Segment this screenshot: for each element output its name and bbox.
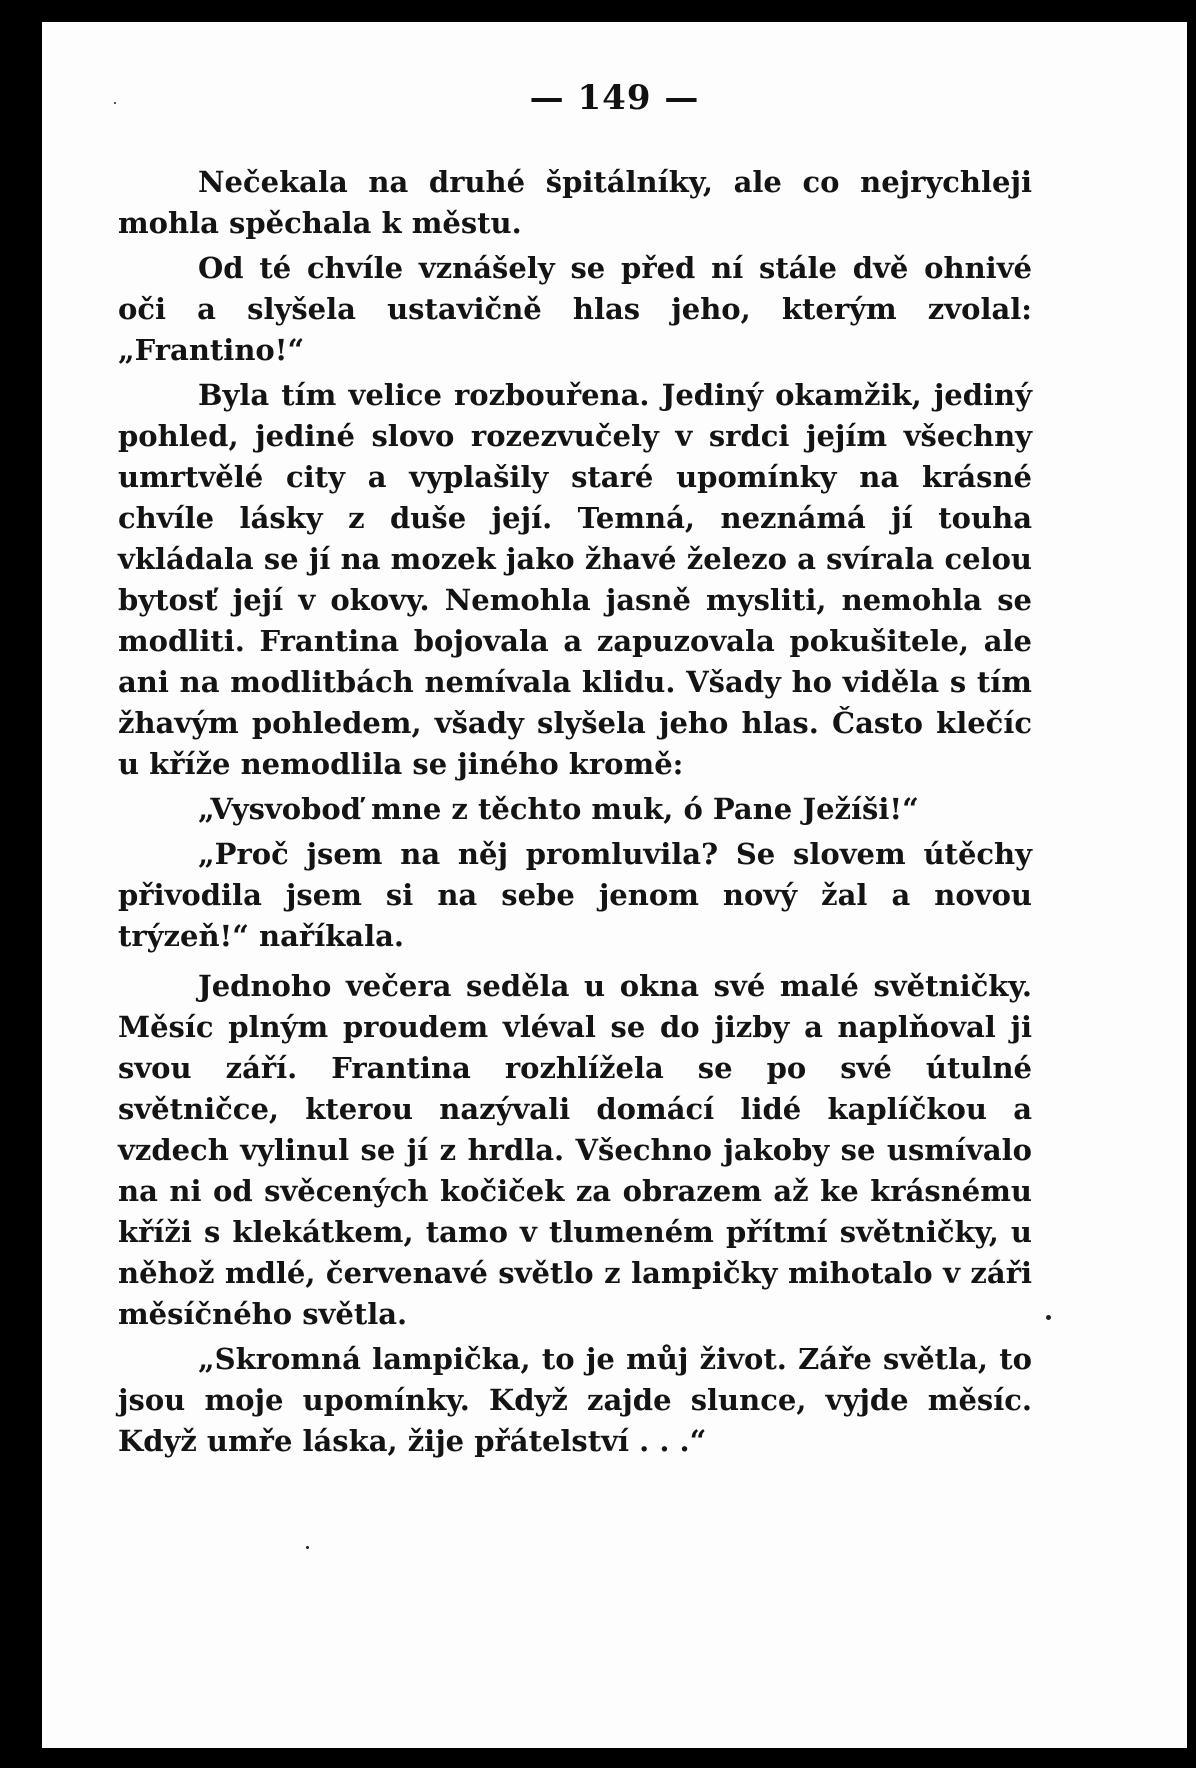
page-sheet: [42, 22, 1187, 1748]
scan-speck: [1046, 1315, 1051, 1320]
paragraph-2: Od té chvíle vznášely se před ní stále dvě ohnivé oči a slyšela ustavičně hlas jeho, kterým zvolal: „Frantino!“: [118, 251, 1032, 367]
paragraph-6: Jednoho večera seděla u okna své malé světničky. Měsíc plným proudem vléval se do jizby a naplňoval ji svou září. Frantina rozhlížela se po své útulné světničce, kterou nazývali domácí lidé kaplíčkou a vzdech vylinul se jí z hrdla. Všechno jakoby se usmívalo na ni od svěcených kočiček za obrazem až ke krásnému kříži s klekátkem, tamo v tlumeném přítmí světničky, u něhož mdlé, červenavé světlo z lampičky mihotalo v záři měsíčného světla.: [118, 969, 1032, 1331]
paragraph-4: „Vysvoboď mne z těchto muk, ó Pane Ježíši!“: [198, 792, 919, 826]
page-number: — 149 —: [529, 78, 700, 118]
scan-speck: [306, 1546, 309, 1549]
body-text: [118, 162, 1032, 1471]
scan-speck: [114, 102, 116, 104]
paragraph-1: Nečekala na druhé špitálníky, ale co nejrychleji mohla spěchala k městu.: [118, 165, 1032, 240]
paragraph-5: „Proč jsem na něj promluvila? Se slovem útěchy přivodila jsem si na sebe jenom nový žal a novou trýzeň!“ naříkala.: [118, 837, 1032, 953]
paragraph-3: Byla tím velice rozbouřena. Jediný okamžik, jediný pohled, jediné slovo rozezvučely v srdci jejím všechny umrtvělé city a vyplašily staré upomínky na krásné chvíle lásky z duše její. Temná, neznámá jí touha vkládala se jí na mozek jako žhavé železo a svírala celou bytosť její v okovy. Nemohla jasně mysliti, nemohla se modliti. Frantina bojovala a zapuzovala pokušitele, ale ani na modlitbách nemívala klidu. Všady ho viděla s tím žhavým pohledem, všady slyšela jeho hlas. Často klečíc u kříže nemodlila se jiného kromě:: [118, 378, 1032, 781]
paragraph-7: „Skromná lampička, to je můj život. Záře světla, to jsou moje upomínky. Když zajde slunce, vyjde měsíc. Když umře láska, žije přátelství . . .“: [118, 1342, 1032, 1458]
